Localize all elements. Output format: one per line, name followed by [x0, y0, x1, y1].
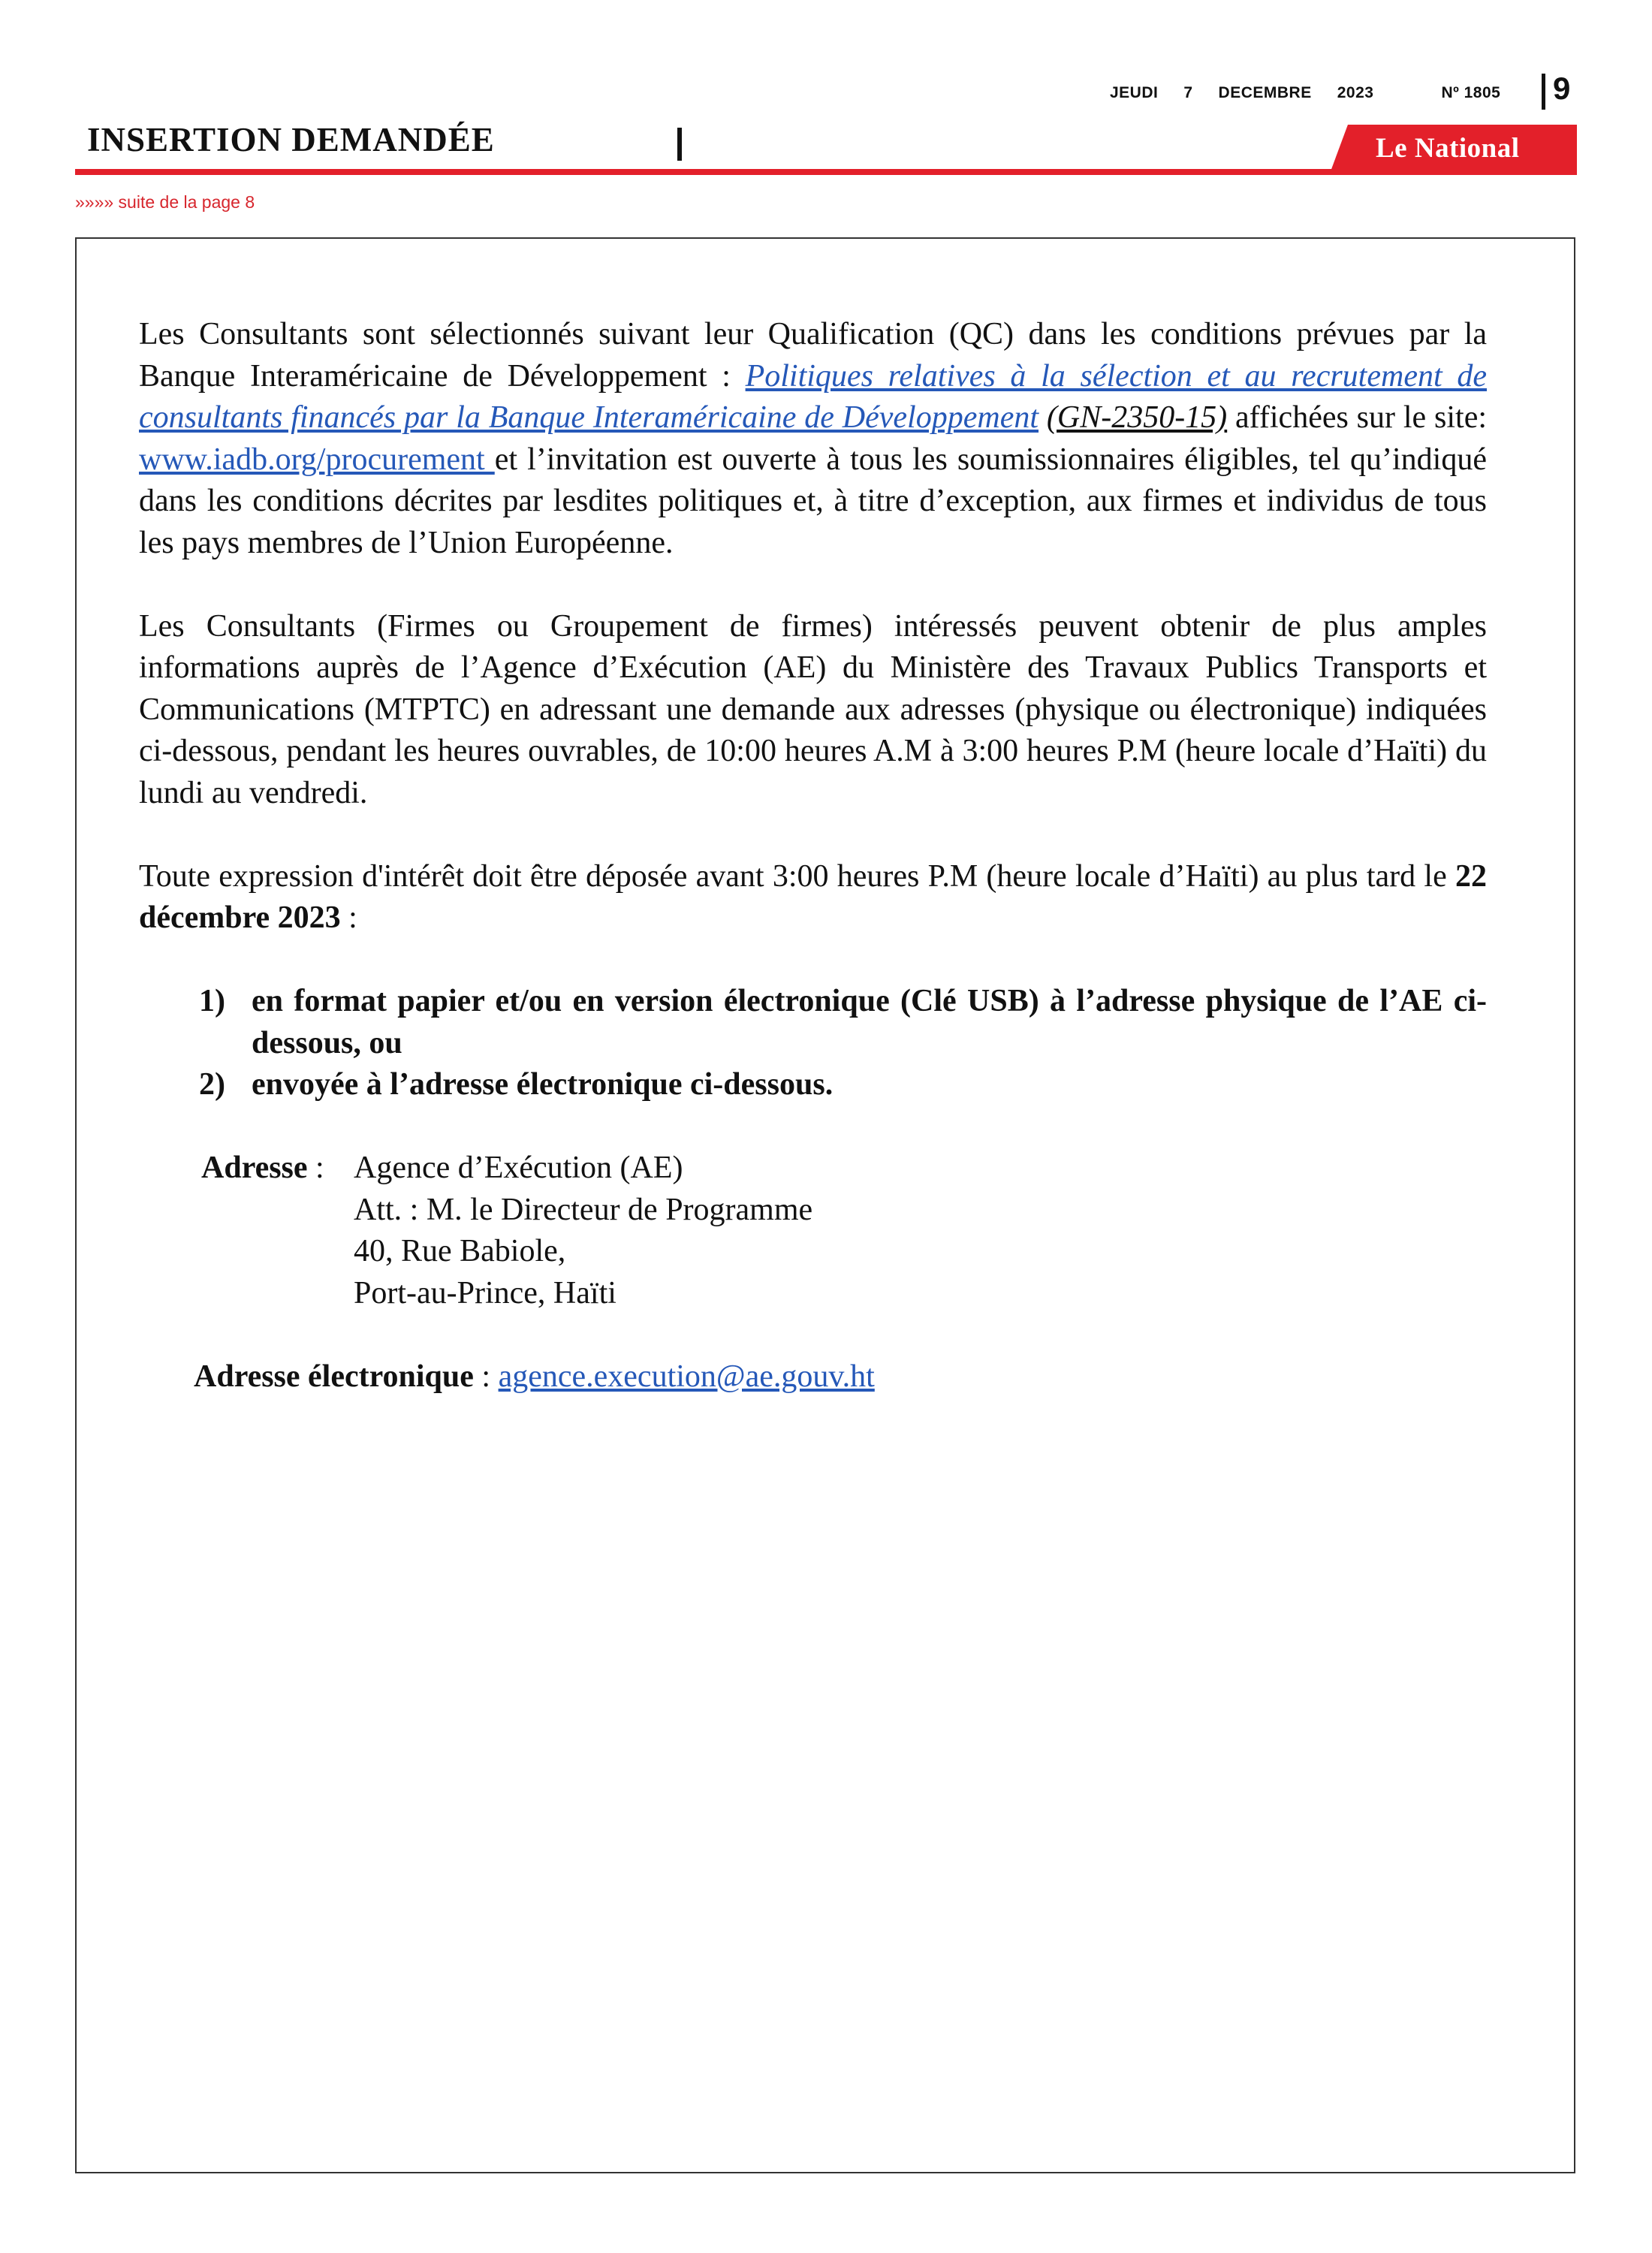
dateline-date: 7: [1183, 84, 1193, 101]
address-lines: [201, 1148, 1487, 1314]
notice-content: [139, 314, 1487, 1398]
deadline-date: 22 décembre 2023: [139, 858, 1487, 935]
email-label: Adresse électronique: [194, 1359, 474, 1394]
email-separator: :: [473, 1359, 499, 1394]
p3-text-b: :: [340, 900, 357, 935]
title-divider: [677, 128, 682, 161]
list-item-text: envoyée à l’adresse électronique ci-dessous.: [252, 1067, 834, 1102]
dateline-year: 2023: [1337, 84, 1374, 101]
paragraph-information: Les Consultants (Firmes ou Groupement de firmes) intéressés peuvent obtenir de plus amples informations auprès de l’Agence d’Exécution (AE) du Ministère des Travaux Publics Transports et Communications (MTPTC) en adressant une demande aux adresses (physique ou électronique) indiquées ci-dessous, pendant les heures ouvrables, de 10:00 heures A.M à 3:00 heures P.M (heure locale d’Haïti) du lundi au vendredi.: [139, 608, 1487, 810]
list-item: [139, 1064, 1487, 1106]
section-title: INSERTION DEMANDÉE: [87, 121, 495, 158]
list-item-number: 1): [199, 984, 225, 1018]
continued-from-note: »»»» suite de la page 8: [75, 192, 255, 212]
header-rule: [75, 169, 1577, 175]
list-item-number: 2): [199, 1067, 225, 1102]
dateline-day: JEUDI: [1110, 84, 1159, 101]
dateline: [1110, 84, 1500, 102]
submission-options-list: [139, 981, 1487, 1106]
address-line: Agence d’Exécution (AE): [354, 1151, 683, 1185]
p3-text-a: Toute expression d'intérêt doit être déposée avant 3:00 heures P.M (heure locale d’Haïti) au plus tard le: [139, 858, 1455, 894]
dateline-month: DECEMBRE: [1218, 84, 1312, 101]
newspaper-brand: Le National: [1376, 133, 1520, 164]
p1-text-b: [1039, 400, 1047, 435]
postal-address-block: [139, 1148, 1487, 1314]
email-link[interactable]: agence.execution@ae.gouv.ht: [498, 1359, 875, 1394]
paragraph-selection-method: [139, 314, 1487, 564]
p1-text-d: et l’invitation est ouverte à tous les soumissionnaires éligibles, tel qu’indiqué dans les conditions décrites par lesdites politiques et, à titre d’exception, aux firmes et individus de tous les pays membres de l’Union Européenne.: [139, 442, 1487, 560]
issue-number: Nº 1805: [1441, 84, 1501, 101]
p1-text-c: affichées sur le site:: [1227, 400, 1488, 435]
address-line: Port-au-Prince, Haïti: [354, 1275, 616, 1310]
address-label-wrap: [201, 1148, 324, 1190]
address-separator: :: [307, 1151, 324, 1185]
page-number-divider: [1542, 74, 1545, 110]
address-line: 40, Rue Babiole,: [354, 1234, 566, 1268]
address-line: Att. : M. le Directeur de Programme: [354, 1192, 813, 1227]
p1-text-a: Les Consultants sont sélectionnés suivant leur Qualification (QC) dans les conditions prévues par la Banque Interaméricaine de Développement :: [139, 317, 1487, 394]
page-number: 9: [1553, 71, 1571, 106]
email-address-line: [139, 1356, 1487, 1398]
address-label: Adresse: [201, 1151, 308, 1185]
list-item-text: en format papier et/ou en version électronique (Clé USB) à l’adresse physique de l’AE ci-dessous, ou: [252, 984, 1487, 1060]
list-item: [139, 981, 1487, 1064]
paragraph-deadline: [139, 856, 1487, 940]
policy-code: (GN-2350-15): [1046, 400, 1228, 435]
policy-link[interactable]: Politiques relatives à la sélection et au recrutement de consultants financés par la Banque Interaméricaine de Développement: [139, 358, 1487, 435]
procurement-site-link[interactable]: www.iadb.org/procurement: [139, 442, 495, 477]
